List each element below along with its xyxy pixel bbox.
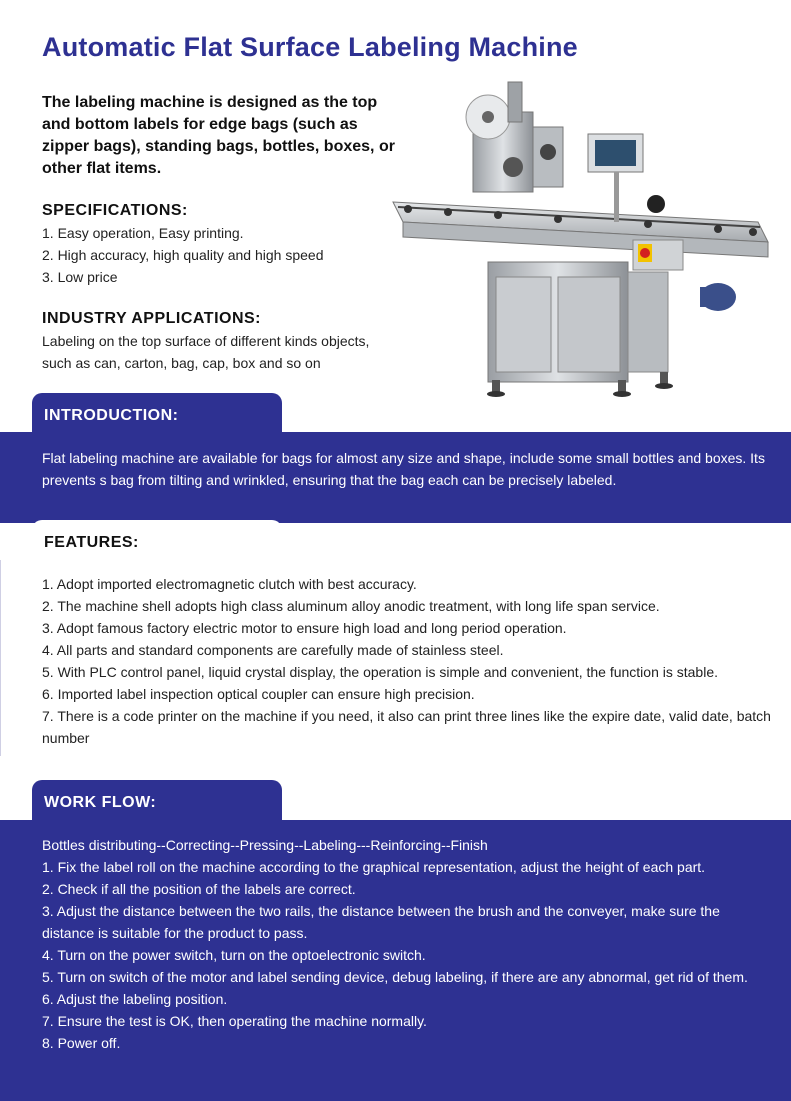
list-item: 6. Imported label inspection optical coupler can ensure high precision.: [42, 686, 475, 702]
list-item: 2. The machine shell adopts high class aluminum alloy anodic treatment, with long life span service.: [42, 598, 660, 614]
specifications-list: [42, 222, 382, 288]
list-item: 1. Adopt imported electromagnetic clutch with best accuracy.: [42, 576, 417, 592]
features-tab: [32, 520, 282, 562]
industry-heading: INDUSTRY APPLICATIONS:: [42, 310, 262, 327]
list-item: 7. There is a code printer on the machine if you need, it also can print three lines like the expire date, valid date, batch number: [42, 708, 771, 746]
list-item: 4. All parts and standard components are carefully made of stainless steel.: [42, 642, 504, 658]
list-item: 6. Adjust the labeling position.: [42, 991, 228, 1007]
introduction-text: Flat labeling machine are available for bags for almost any size and shape, include some small bottles and boxes. Its prevents s bag from tilting and wrinkled, ensuring that the bag each can be precisely labeled.: [42, 450, 765, 488]
page-title: Automatic Flat Surface Labeling Machine: [42, 32, 578, 62]
list-item: 3. Adopt famous factory electric motor to ensure high load and long period operation.: [42, 620, 567, 636]
workflow-heading: WORK FLOW:: [44, 794, 157, 811]
features-list: [42, 573, 772, 749]
list-item: 1. Easy operation, Easy printing.: [42, 225, 244, 241]
industry-text: Labeling on the top surface of different kinds objects, such as can, carton, bag, cap, box and so on: [42, 333, 370, 371]
list-item: 5. With PLC control panel, liquid crystal display, the operation is simple and convenient, the function is stable.: [42, 664, 718, 680]
list-item: 3. Low price: [42, 269, 118, 285]
labeling-machine-image: [388, 72, 778, 407]
features-heading: FEATURES:: [44, 534, 139, 551]
list-item: 2. High accuracy, high quality and high speed: [42, 247, 324, 263]
list-item: 5. Turn on switch of the motor and label sending device, debug labeling, if there are any abnormal, get rid of them.: [42, 969, 748, 985]
features-section: [42, 573, 772, 749]
workflow-summary: Bottles distributing--Correcting--Pressing--Labeling---Reinforcing--Finish: [42, 837, 488, 853]
introduction-band: [0, 432, 791, 523]
features-left-border: [0, 560, 1, 756]
list-item: 1. Fix the label roll on the machine according to the graphical representation, adjust the height of each part.: [42, 859, 706, 875]
workflow-list: [42, 856, 772, 1054]
specifications-heading: SPECIFICATIONS:: [42, 202, 188, 219]
list-item: 7. Ensure the test is OK, then operating the machine normally.: [42, 1013, 427, 1029]
list-item: 3. Adjust the distance between the two rails, the distance between the brush and the conveyer, make sure the distance is suitable for the product to pass.: [42, 903, 720, 941]
list-item: 8. Power off.: [42, 1035, 121, 1051]
list-item: 2. Check if all the position of the labels are correct.: [42, 881, 356, 897]
workflow-band: [0, 820, 791, 1101]
intro-paragraph: The labeling machine is designed as the top and bottom labels for edge bags (such as zipper bags), standing bags, bottles, boxes, or other flat items.: [42, 94, 395, 177]
introduction-heading: INTRODUCTION:: [44, 407, 179, 424]
introduction-tab: [32, 393, 282, 435]
workflow-section: [42, 834, 772, 1054]
list-item: 4. Turn on the power switch, turn on the optoelectronic switch.: [42, 947, 426, 963]
workflow-tab: [32, 780, 282, 822]
